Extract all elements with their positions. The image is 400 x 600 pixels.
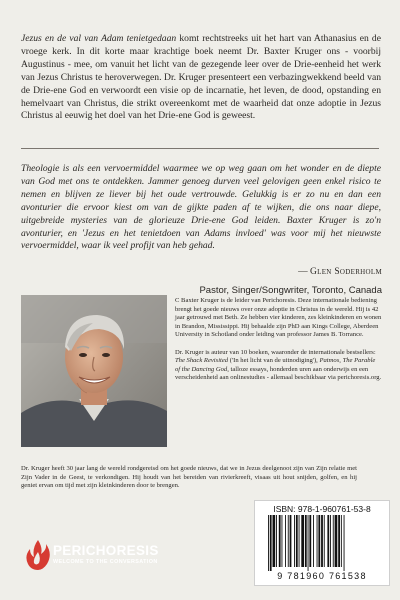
endorser-role: Pastor, Singer/Songwriter, Toronto, Canada [199, 285, 382, 296]
publisher-logo [25, 540, 215, 590]
author-portrait-image [21, 295, 167, 447]
intro-text: komt rechtstreeks uit het hart van Athanasius en de vroege kerk. In dit korte maar krachtige boek neemt Dr. Baxter Kruger ons - voorbij Augustinus - mee, om vanuit het licht van de gezegende leer over de Drie-eenheid het werk van Jezus Christus te heroverwegen. Dr. Kruger presenteert een verbazingwekkend beeld van de Drie-ene God en verwoordt een visie op de incarnatie, het leven, de dood, opstanding en hemelvaart van Christus, die strikt overeenkomt met de waarheid dat onze adoptie in Jezus Christus al eeuwig het doel van het Drie-ene God is geweest. [21, 33, 381, 122]
bio-paragraph-3: Dr. Kruger heeft 30 jaar lang de wereld rondgereisd om het goede nieuws, dat we in Jezus deelgenoot zijn van Zijn relatie met Zijn Vader in de Geest, te verkondigen. Hij houdt van het bereiden van rivierkreeft, visaas uit hout snijden, golfen, en hij geniet ervan om tijd met zijn kleinkinderen door te brengen. [21, 465, 357, 489]
barcode-bar [344, 515, 345, 571]
intro-book-title: Jezus en de val van Adam tenietgedaan [21, 33, 177, 44]
book-title-shack: The Shack Revisited [175, 357, 229, 364]
attribution-dash: — [298, 267, 310, 277]
intro-paragraph [21, 33, 381, 123]
barcode-bar [282, 515, 283, 567]
barcode-bar [301, 515, 304, 567]
bio-text: , talloze essays, honderden uren aan onderwijs en een verscheidenheid aan onlinestudies - allemaal beschikbaar via perichoresis.org. [175, 365, 382, 381]
barcode-bar [324, 515, 325, 567]
isbn-barcode [254, 500, 390, 586]
barcode-bar [285, 515, 286, 567]
barcode-bar [318, 515, 320, 567]
barcode-bar [276, 515, 277, 567]
bio-text: ('In het licht van de uitnodiging'), [228, 357, 320, 364]
barcode-bar [309, 515, 311, 567]
barcode-bar [288, 515, 289, 567]
bio-paragraph-2 [175, 349, 382, 383]
barcode-bar [317, 515, 318, 567]
publisher-tagline: WELCOME TO THE CONVERSATION [53, 559, 158, 565]
barcode-bar [296, 515, 298, 567]
bio-text: Dr. Kruger is auteur van 10 boeken, waaronder de internationale bestsellers: [175, 348, 376, 356]
section-divider [21, 148, 379, 149]
barcode-bar [341, 515, 342, 567]
book-title-patmos: Patmos [319, 357, 340, 364]
barcode-bar [308, 515, 309, 571]
endorsement-attribution [199, 266, 382, 297]
barcode-bars [268, 515, 376, 571]
barcode-bar [268, 515, 269, 571]
endorsement-quote: Theologie is als een vervoermiddel waarmee we op weg gaan om het wonder en de diepte van God met ons te ontdekken. Jammer genoeg durven veel gelovigen geen enkel risico te nemen en blijven ze liever bij het oude vertrouwde. Gelukkig is er zo nu en dan een avonturier die ervoor kiest om van de gijkte paden af te wijken, die ons naar diepe, uitgebreide mysteries van de glorieuze Drie-ene God leiden. Baxter Kruger is zo'n avonturier, en 'Jezus en het tenietdoen van Adams invloed' was voor mij het nieuwste vervoermiddel, waar ik veel profijt van heb gehad. [21, 163, 381, 252]
barcode-bar [321, 515, 323, 567]
barcode-bar [305, 515, 307, 567]
barcode-number: 9 781960 761538 [277, 571, 367, 581]
barcode-bar [270, 515, 272, 571]
barcode-bar [299, 515, 300, 567]
barcode-bar [333, 515, 334, 567]
endorser-name: Glen Soderholm [310, 267, 382, 277]
barcode-bar [327, 515, 329, 567]
perichoresis-flame-icon [25, 540, 51, 570]
book-title-parable: The Parable of the Dancing God [175, 357, 376, 373]
barcode-bar [330, 515, 331, 567]
bio-text: , [339, 357, 343, 364]
author-bio [175, 297, 382, 392]
barcode-bar [338, 515, 340, 567]
barcode-bar [279, 515, 281, 567]
publisher-name: PERICHORESIS [53, 543, 159, 558]
barcode-bar [313, 515, 314, 567]
barcode-bar [273, 515, 276, 567]
barcode-bar [335, 515, 338, 567]
isbn-label: ISBN: 978-1-960761-53-8 [273, 504, 371, 514]
author-photo [21, 295, 167, 447]
barcode-bar [290, 515, 292, 567]
barcode-bar [294, 515, 295, 567]
bio-paragraph-1: C Baxter Kruger is de leider van Perichoresis. Deze internationale bediening brengt het goede nieuws over onze adoptie in Christus in de wereld. Hij is 42 jaar getrouwd met Beth. Ze hebben vier kinderen, zes kleinkinderen en wonen in Brandon, Mississippi. Hij behaalde zijn PhD aan Kings College, Aberdeen University in Schotland onder leiding van professor James B. Torrance. [175, 297, 382, 338]
